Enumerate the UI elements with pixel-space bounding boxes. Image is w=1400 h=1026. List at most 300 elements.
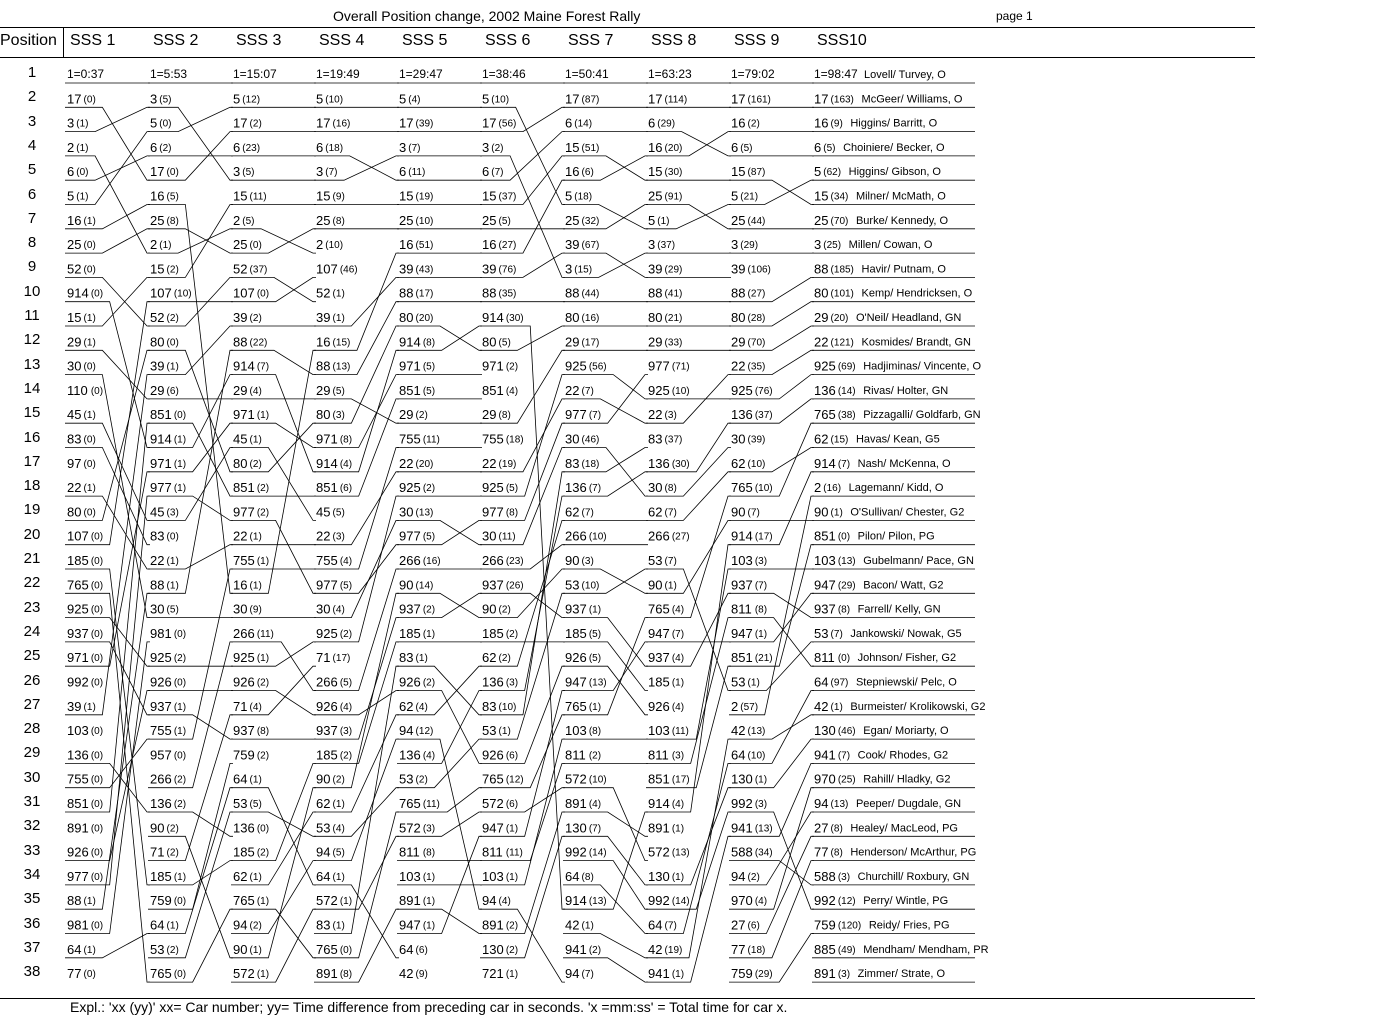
car-number-label: 891 — [67, 820, 89, 836]
time-gap-label: (0) — [837, 531, 851, 543]
time-gap-label: (0) — [249, 240, 262, 252]
car-number-label: 891 — [482, 917, 504, 933]
car-number-label: 16 — [814, 115, 829, 131]
time-gap-label: (12) — [415, 726, 434, 738]
car-number-label: 52 — [67, 261, 82, 277]
car-number-label: 94 — [565, 966, 580, 982]
car-number-label: 107 — [150, 285, 172, 301]
car-number-label: 926 — [648, 698, 670, 714]
time-gap-label: (1) — [830, 701, 843, 713]
car-number-label: 42 — [565, 917, 580, 933]
time-gap-label: (13) — [588, 896, 607, 908]
car-number-label: 811 — [648, 747, 669, 763]
stage-header: SSS 4 — [319, 32, 365, 49]
time-gap-label: (1) — [173, 483, 187, 495]
car-number-label: 16 — [399, 237, 414, 253]
time-gap-label: (5) — [166, 604, 179, 616]
crew-name-label: Healey/ MacLeod, PG — [850, 822, 958, 835]
car-number-label: 6 — [399, 164, 407, 180]
time-gap-label: (1) — [422, 871, 436, 883]
time-gap-label: (0) — [90, 750, 104, 762]
car-number-label: 2 — [814, 480, 822, 496]
time-gap-label: (13) — [754, 823, 773, 835]
position-number: 8 — [27, 234, 37, 252]
time-gap-label: (19) — [664, 944, 683, 956]
position-header: Position — [0, 32, 57, 49]
time-gap-label: (3) — [664, 410, 677, 422]
car-number-label: 5 — [731, 188, 739, 204]
car-number-label: 136 — [482, 674, 504, 690]
footer-note: Expl.: 'xx (yy)' xx= Car number; yy= Time difference from preceding car in seconds. 'x =mm:ss' = Total time for car x. — [70, 999, 788, 1015]
time-gap-label: (2) — [505, 628, 519, 640]
time-gap-label: (1) — [256, 969, 270, 981]
car-number-label: 937 — [233, 723, 255, 739]
car-number-label: 17 — [482, 115, 497, 131]
car-number-label: 5 — [814, 164, 822, 180]
time-gap-label: (2) — [256, 507, 270, 519]
stage-header: SSS 7 — [568, 32, 614, 49]
time-gap-label: (5) — [242, 215, 255, 227]
time-gap-label: (7) — [588, 410, 602, 422]
time-gap-label: (7) — [408, 142, 421, 154]
time-gap-label: (1) — [83, 896, 96, 908]
car-number-label: 977 — [316, 577, 338, 593]
car-number-label: 45 — [67, 407, 82, 423]
time-gap-label: (3) — [422, 823, 436, 835]
time-gap-label: (1) — [256, 410, 270, 422]
car-number-label: 136 — [648, 455, 670, 471]
car-number-label: 926 — [565, 650, 587, 666]
car-number-label: 136 — [814, 382, 836, 398]
car-number-label: 937 — [565, 601, 587, 617]
time-gap-label: (1) — [422, 920, 436, 932]
time-gap-label: (5) — [249, 799, 262, 810]
time-gap-label: (0) — [173, 896, 187, 908]
time-gap-label: (0) — [90, 556, 104, 567]
time-gap-label: (46) — [581, 434, 600, 446]
time-gap-label: (5) — [332, 507, 345, 519]
car-number-label: 30 — [648, 480, 663, 496]
car-number-label: 83 — [150, 528, 165, 544]
time-gap-label: (0) — [90, 799, 104, 810]
position-number: 22 — [23, 574, 41, 592]
position-number: 18 — [23, 477, 41, 495]
car-number-label: 16 — [731, 115, 746, 131]
car-number-label: 39 — [150, 358, 165, 374]
car-number-label: 39 — [233, 310, 248, 325]
time-gap-label: (8) — [422, 337, 436, 349]
time-gap-label: (10) — [747, 750, 766, 762]
car-number-label: 15 — [814, 188, 829, 204]
car-number-label: 90 — [316, 771, 331, 787]
car-number-label: 992 — [565, 844, 587, 860]
time-gap-label: (7) — [581, 507, 594, 519]
time-gap-label: (1) — [581, 920, 594, 932]
time-gap-label: (1) — [249, 944, 262, 956]
time-gap-label: (17) — [671, 774, 690, 786]
time-gap-label: (2) — [173, 774, 187, 786]
car-number-label: 811 — [482, 844, 503, 860]
time-gap-label: (15) — [830, 434, 849, 446]
time-gap-label: (56) — [498, 118, 517, 130]
car-number-label: 937 — [67, 625, 89, 641]
time-gap-label: (0) — [76, 167, 89, 179]
time-gap-label: (2) — [339, 628, 353, 640]
car-number-label: 22 — [482, 455, 497, 471]
car-number-label: 759 — [731, 966, 753, 982]
car-number-label: 39 — [316, 310, 331, 325]
car-number-label: 765 — [67, 577, 89, 593]
car-number-label: 266 — [648, 528, 670, 544]
time-gap-label: (30) — [664, 167, 683, 179]
crew-name-label: Farrell/ Kelly, GN — [857, 603, 941, 616]
time-gap-label: (0) — [90, 580, 104, 592]
time-gap-label: (91) — [664, 191, 683, 203]
time-gap-label: (0) — [166, 167, 179, 179]
time-gap-label: (7) — [664, 556, 677, 567]
car-number-label: 3 — [316, 164, 324, 180]
time-gap-label: (3) — [505, 677, 519, 689]
time-gap-label: (1) — [166, 361, 179, 373]
time-gap-label: (8) — [837, 604, 851, 616]
time-gap-label: (1) — [249, 531, 262, 543]
car-number-label: 107 — [316, 261, 338, 277]
car-number-label: 3 — [233, 164, 241, 180]
time-gap-label: (1) — [505, 969, 519, 981]
time-gap-label: (1) — [83, 313, 96, 324]
position-number: 25 — [23, 647, 41, 665]
time-gap-label: (30) — [505, 313, 524, 324]
time-gap-label: (29) — [754, 969, 773, 981]
car-number-label: 103 — [814, 553, 836, 568]
car-number-label: 572 — [482, 796, 504, 811]
car-number-label: 937 — [482, 577, 504, 593]
time-gap-label: (7) — [256, 361, 270, 373]
car-number-label: 42 — [731, 723, 746, 739]
car-number-label: 957 — [150, 747, 172, 763]
crew-name-label: Egan/ Moriarty, O — [863, 725, 949, 738]
car-number-label: 185 — [399, 625, 421, 641]
car-number-label: 25 — [67, 237, 82, 253]
stage-header: SSS 3 — [236, 32, 282, 49]
time-gap-label: (8) — [581, 871, 594, 883]
time-gap-label: (0) — [83, 969, 96, 981]
car-number-label: 71 — [233, 698, 248, 714]
time-gap-label: (1) — [83, 337, 96, 349]
time-gap-label: (1) — [256, 556, 270, 567]
time-gap-label: (13) — [747, 726, 766, 738]
car-number-label: 53 — [565, 577, 580, 593]
car-number-label: 39 — [482, 261, 497, 277]
time-gap-label: (0) — [90, 677, 104, 689]
time-gap-label: (18) — [574, 191, 593, 203]
car-number-label: 185 — [67, 553, 89, 568]
time-gap-label: (29) — [837, 580, 856, 592]
car-number-label: 15 — [565, 139, 580, 155]
car-number-label: 977 — [482, 504, 504, 520]
time-gap-label: (4) — [339, 458, 353, 470]
car-number-label: 891 — [399, 893, 421, 909]
time-gap-label: (5) — [498, 337, 511, 349]
car-number-label: 755 — [150, 723, 172, 739]
car-number-label: 572 — [399, 820, 421, 836]
car-number-label: 17 — [316, 115, 331, 131]
position-number: 38 — [23, 963, 41, 981]
car-number-label: 851 — [482, 382, 504, 398]
car-number-label: 94 — [814, 796, 829, 811]
time-gap-label: (37) — [657, 240, 676, 252]
position-number: 1 — [27, 64, 37, 81]
time-gap-label: (8) — [588, 726, 602, 738]
time-gap-label: (39) — [415, 118, 434, 130]
car-number-label: 64 — [399, 941, 414, 957]
time-gap-label: (8) — [505, 507, 519, 519]
time-gap-label: (3) — [581, 556, 594, 567]
time-gap-label: (8) — [339, 969, 353, 981]
car-number-label: 22 — [731, 358, 746, 374]
car-number-label: 16 — [482, 237, 497, 253]
car-number-label: 977 — [565, 407, 587, 423]
car-number-label: 17 — [150, 164, 165, 180]
car-number-label: 30 — [731, 431, 746, 447]
time-gap-label: (7) — [581, 385, 594, 397]
time-gap-label: (4) — [339, 701, 353, 713]
car-number-label: 136 — [233, 820, 255, 836]
time-gap-label: (21) — [754, 653, 773, 665]
car-number-label: 2 — [233, 212, 241, 228]
car-number-label: 765 — [150, 966, 172, 982]
car-number-label: 53 — [814, 625, 829, 641]
time-gap-label: (29) — [657, 118, 676, 130]
time-gap-label: (2) — [498, 653, 511, 665]
car-number-label: 941 — [814, 747, 836, 763]
time-gap-label: (1) — [159, 240, 172, 252]
car-number-label: 937 — [731, 577, 753, 593]
time-gap-label: (13) — [671, 847, 690, 859]
position-number: 29 — [23, 744, 41, 762]
car-number-label: 755 — [399, 431, 421, 447]
time-gap-label: (185) — [830, 264, 854, 276]
car-number-label: 925 — [814, 358, 836, 374]
time-gap-label: (5) — [159, 94, 172, 106]
position-number: 12 — [23, 331, 41, 349]
car-number-label: 16 — [233, 577, 248, 593]
crew-name-label: Cook/ Rhodes, G2 — [857, 749, 949, 762]
time-gap-label: (71) — [671, 361, 690, 373]
position-number: 33 — [23, 841, 41, 859]
time-gap-label: (0) — [90, 385, 104, 397]
car-number-label: 29 — [399, 407, 414, 423]
time-gap-label: (2) — [588, 944, 602, 956]
car-number-label: 15 — [482, 188, 497, 204]
car-number-label: 5 — [648, 212, 656, 228]
time-gap-label: (19) — [498, 458, 517, 470]
car-number-label: 977 — [150, 480, 172, 496]
car-number-label: 891 — [648, 820, 670, 836]
car-number-label: 925 — [316, 625, 338, 641]
car-number-label: 755 — [233, 553, 255, 568]
time-gap-label: (35) — [498, 288, 517, 300]
car-number-label: 90 — [399, 577, 414, 593]
position-number: 26 — [23, 671, 41, 689]
car-number-label: 977 — [399, 528, 421, 544]
time-gap-label: (1) — [249, 871, 262, 883]
car-number-label: 981 — [67, 917, 89, 933]
car-number-label: 765 — [233, 893, 255, 909]
position-number: 16 — [23, 428, 41, 446]
time-gap-label: (29) — [740, 240, 759, 252]
time-gap-label: (27) — [498, 240, 517, 252]
time-gap-label: (0) — [166, 337, 179, 349]
car-number-label: 914 — [648, 796, 670, 811]
car-number-label: 765 — [565, 698, 587, 714]
car-number-label: 5 — [482, 91, 490, 107]
car-number-label: 25 — [316, 212, 331, 228]
time-gap-label: (5) — [422, 385, 436, 397]
time-gap-label: (2) — [505, 944, 519, 956]
time-gap-label: (4) — [671, 799, 685, 810]
time-gap-label: (5) — [823, 142, 836, 154]
position-number: 9 — [27, 258, 37, 276]
time-gap-label: (1) — [422, 896, 436, 908]
time-gap-label: (11) — [422, 434, 440, 446]
time-gap-label: (18) — [581, 458, 600, 470]
time-gap-label: (0) — [90, 920, 104, 932]
stage-header: SSS 5 — [402, 32, 448, 49]
time-gap-label: (28) — [747, 313, 766, 324]
position-number: 2 — [27, 88, 37, 106]
time-gap-label: (10) — [671, 385, 690, 397]
car-number-label: 53 — [731, 674, 746, 690]
time-gap-label: (2) — [588, 750, 602, 762]
car-number-label: 926 — [150, 674, 172, 690]
position-number: 4 — [27, 136, 37, 154]
crew-name-label: Havir/ Putnam, O — [861, 263, 946, 276]
time-gap-label: (14) — [415, 580, 434, 592]
time-gap-label: (1) — [256, 896, 270, 908]
time-gap-label: (13) — [830, 799, 849, 810]
car-number-label: 755 — [316, 553, 338, 568]
time-gap-label: (10) — [588, 531, 607, 543]
time-gap-label: (20) — [415, 313, 434, 324]
time-gap-label: (12) — [837, 896, 856, 908]
time-gap-label: (6) — [505, 750, 519, 762]
time-gap-label: (2) — [256, 483, 270, 495]
car-number-label: 22 — [648, 407, 663, 423]
car-number-label: 6 — [648, 115, 656, 131]
car-number-label: 130 — [482, 941, 504, 957]
time-gap-label: (1) — [339, 896, 353, 908]
position-number: 32 — [23, 817, 41, 835]
time-gap-label: (2) — [339, 750, 353, 762]
crew-name-label: Bacon/ Watt, G2 — [863, 579, 944, 592]
time-gap-label: (1) — [173, 701, 187, 713]
car-number-label: 25 — [814, 212, 829, 228]
car-number-label: 29 — [150, 382, 165, 398]
time-gap-label: (11) — [422, 799, 440, 810]
car-number-label: 52 — [233, 261, 248, 277]
time-gap-label: (1) — [422, 628, 436, 640]
crew-name-label: Peeper/ Dugdale, GN — [855, 798, 962, 810]
car-number-label: 266 — [316, 674, 338, 690]
car-number-label: 42 — [399, 966, 414, 982]
time-gap-label: (16) — [581, 313, 600, 324]
time-gap-label: (8) — [422, 847, 436, 859]
time-gap-label: (3) — [671, 750, 685, 762]
time-gap-label: (1) — [76, 191, 89, 203]
car-number-label: 39 — [648, 261, 663, 277]
car-number-label: 17 — [67, 91, 82, 107]
position-number: 6 — [27, 185, 37, 203]
car-number-label: 30 — [67, 358, 82, 374]
car-number-label: 53 — [399, 771, 414, 787]
car-number-label: 811 — [565, 747, 586, 763]
car-number-label: 80 — [648, 310, 663, 325]
time-gap-label: (3) — [754, 556, 768, 567]
time-gap-label: (38) — [837, 410, 856, 422]
car-number-label: 94 — [233, 917, 248, 933]
time-gap-label: (10) — [588, 774, 607, 786]
time-gap-label: (0) — [90, 653, 104, 665]
time-gap-label: (1) — [83, 410, 96, 422]
time-gap-label: (0) — [166, 531, 179, 543]
crew-name-label: Higgins/ Barritt, O — [850, 117, 938, 130]
car-number-label: 77 — [814, 844, 829, 860]
time-gap-label: (2) — [505, 361, 519, 373]
crew-name-label: Kemp/ Hendricksen, O — [861, 287, 973, 300]
time-gap-label: (8) — [830, 847, 843, 859]
time-gap-label: (87) — [747, 167, 766, 179]
time-gap-label: (2) — [422, 677, 436, 689]
crew-name-label: Rivas/ Holter, GN — [863, 384, 949, 397]
car-number-label: 22 — [814, 334, 829, 350]
car-number-label: 5 — [233, 91, 241, 107]
time-gap-label: (7) — [747, 507, 760, 519]
crew-name-label: Stepniewski/ Pelc, O — [855, 676, 957, 689]
car-number-label: 29 — [482, 407, 497, 423]
time-gap-label: (32) — [581, 215, 600, 227]
time-gap-label: (2) — [166, 944, 179, 956]
car-number-label: 29 — [565, 334, 580, 350]
time-gap-label: (7) — [671, 628, 685, 640]
car-number-label: 925 — [482, 480, 504, 496]
position-number: 21 — [23, 550, 41, 567]
leader-time-label: 1=0:37 — [67, 67, 105, 81]
crew-name-label: Zimmer/ Strate, O — [857, 968, 946, 981]
time-gap-label: (4) — [671, 604, 685, 616]
time-gap-label: (1) — [249, 434, 262, 446]
car-number-label: 136 — [150, 796, 172, 811]
time-gap-label: (6) — [581, 167, 594, 179]
time-gap-label: (1) — [830, 507, 843, 519]
position-number: 19 — [23, 501, 41, 519]
time-gap-label: (1) — [83, 483, 96, 495]
car-number-label: 971 — [233, 407, 255, 423]
car-number-label: 103 — [399, 868, 421, 884]
time-gap-label: (10) — [173, 288, 192, 300]
time-gap-label: (5) — [588, 628, 602, 640]
time-gap-label: (70) — [830, 215, 849, 227]
car-number-label: 25 — [482, 212, 497, 228]
car-number-label: 97 — [67, 455, 82, 471]
time-gap-label: (0) — [90, 847, 104, 859]
time-gap-label: (8) — [166, 215, 179, 227]
car-number-label: 80 — [399, 310, 414, 325]
car-number-label: 977 — [648, 358, 670, 374]
car-number-label: 16 — [67, 212, 82, 228]
time-gap-label: (35) — [747, 361, 766, 373]
car-number-label: 30 — [233, 601, 248, 617]
